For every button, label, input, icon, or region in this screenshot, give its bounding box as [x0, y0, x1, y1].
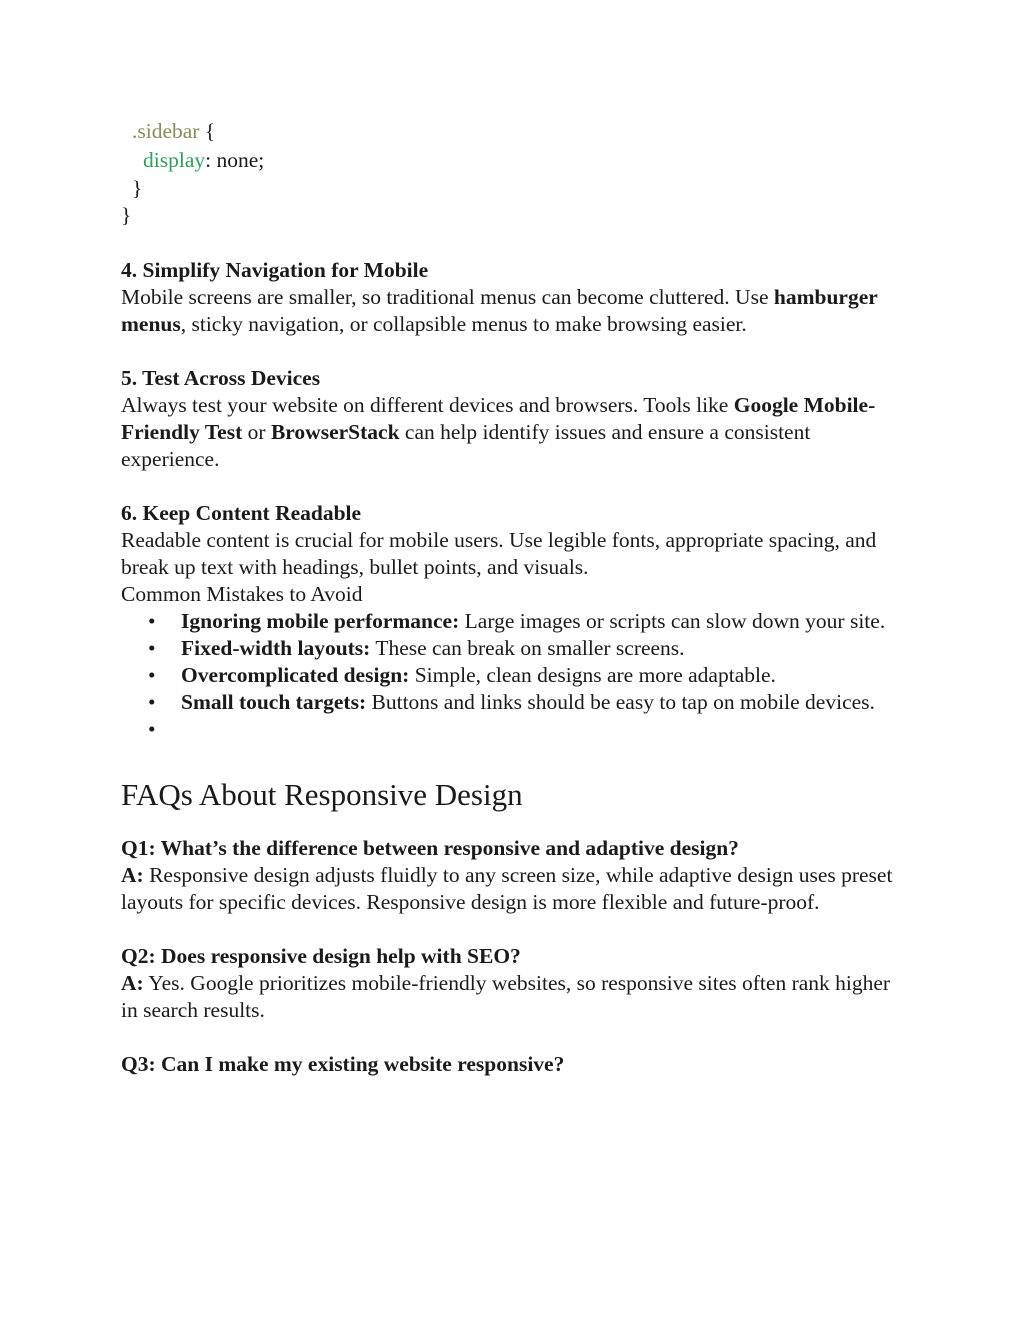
faq-item [121, 943, 911, 1024]
bold-term: hamburger menus [121, 285, 878, 336]
text-run: Simple, clean designs are more adaptable. [409, 663, 776, 687]
mistakes-list [121, 608, 911, 743]
mistakes-title: Common Mistakes to Avoid [121, 582, 363, 606]
bullet-icon: • [148, 609, 156, 633]
text-run: can help identify issues and ensure a consistent experience. [121, 420, 811, 471]
faq-item [121, 1051, 911, 1078]
bold-term: Ignoring mobile performance: [181, 609, 460, 633]
code-line-declaration [143, 147, 264, 174]
text-run: Yes. Google prioritizes mobile-friendly websites, so responsive sites often rank higher in search results. [121, 971, 891, 1022]
text-run: Buttons and links should be easy to tap on mobile devices. [366, 690, 875, 714]
list-item-empty [121, 716, 911, 743]
code-close-brace-outer: } [121, 203, 132, 227]
faq-question: Q2: Does responsive design help with SEO? [121, 944, 521, 968]
section-simplify-navigation [121, 257, 911, 338]
section-content-readable [121, 500, 911, 743]
text-run: , sticky navigation, or collapsible menus to make browsing easier. [180, 312, 747, 336]
code-close-brace-inner: } [132, 176, 143, 200]
faq-question: Q1: What’s the difference between responsive and adaptive design? [121, 836, 739, 860]
bold-term: Google Mobile-Friendly Test [121, 393, 876, 444]
bullet-icon: • [148, 636, 156, 660]
text-run: Large images or scripts can slow down your site. [459, 609, 886, 633]
document-page [121, 118, 911, 1078]
code-line-selector [132, 118, 215, 145]
bullet-icon: • [148, 663, 156, 687]
code-property: display [143, 148, 206, 172]
code-value: : none; [205, 148, 265, 172]
css-code-snippet [121, 118, 911, 230]
list-item [121, 662, 911, 689]
faq-answer [121, 862, 911, 916]
list-item [121, 689, 911, 716]
section-paragraph: Readable content is crucial for mobile users. Use legible fonts, appropriate spacing, and break up text with headings, bullet points, and visuals. [121, 528, 877, 579]
section-heading: 5. Test Across Devices [121, 366, 321, 390]
list-item [121, 635, 911, 662]
section-heading: 6. Keep Content Readable [121, 501, 362, 525]
text-run: These can break on smaller screens. [370, 636, 685, 660]
bold-term: Overcomplicated design: [181, 663, 410, 687]
text-run: or [242, 420, 271, 444]
section-paragraph [121, 392, 911, 473]
bullet-icon: • [148, 690, 156, 714]
faq-answer [121, 970, 911, 1024]
faq-item [121, 835, 911, 916]
list-item [121, 608, 911, 635]
code-selector: .sidebar [132, 119, 200, 143]
text-run: Always test your website on different devices and browsers. Tools like [121, 393, 734, 417]
text-run: Mobile screens are smaller, so traditional menus can become cluttered. Use [121, 285, 774, 309]
code-open-brace: { [199, 119, 216, 143]
faq-question: Q3: Can I make my existing website responsive? [121, 1052, 565, 1076]
bold-term: BrowserStack [270, 420, 400, 444]
section-heading: 4. Simplify Navigation for Mobile [121, 258, 429, 282]
bold-term: Fixed-width layouts: [181, 636, 371, 660]
answer-prefix: A: [121, 971, 144, 995]
answer-prefix: A: [121, 863, 144, 887]
section-test-devices [121, 365, 911, 473]
bold-term: Small touch targets: [181, 690, 367, 714]
bullet-icon: • [148, 717, 156, 741]
text-run: Responsive design adjusts fluidly to any screen size, while adaptive design uses preset layouts for specific devices. Responsive design is more flexible and future-proof. [121, 863, 893, 914]
faq-title: FAQs About Responsive Design [121, 777, 523, 812]
section-paragraph [121, 284, 911, 338]
